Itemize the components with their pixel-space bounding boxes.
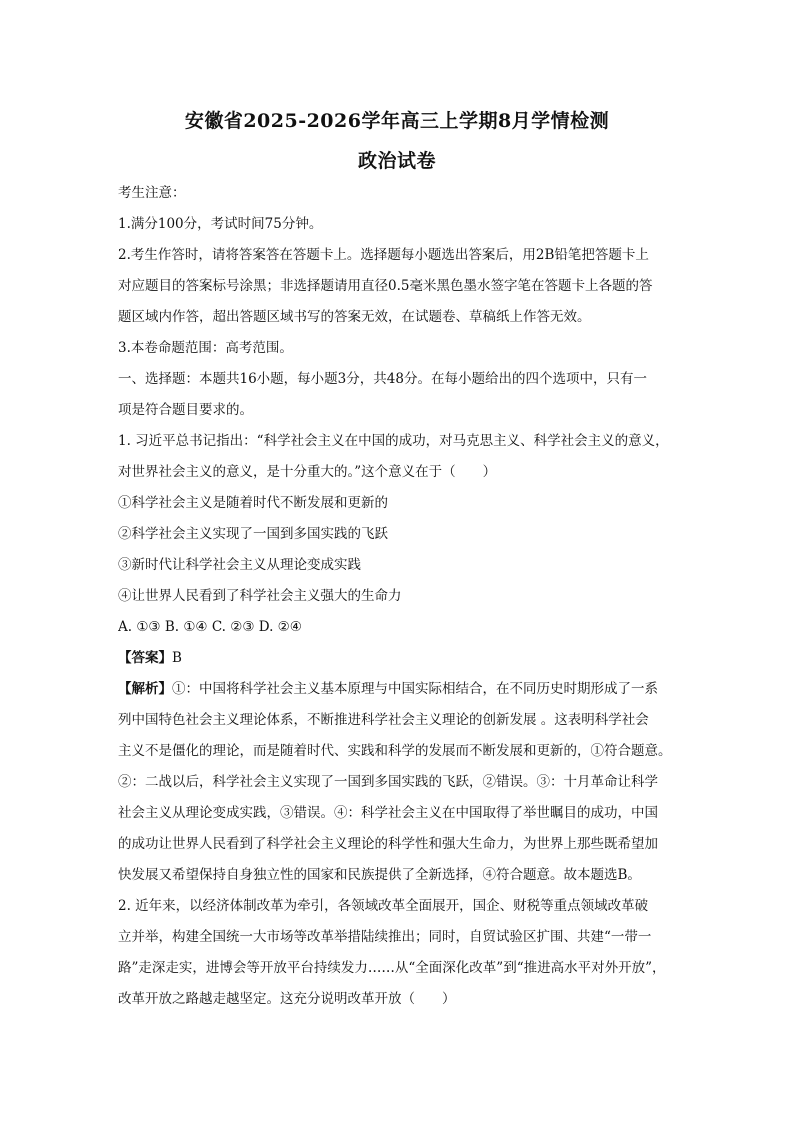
question-1-analysis: 快发展又希望保持自身独立性的国家和民族提供了全新选择，④符合题意。故本题选B。: [118, 867, 641, 883]
question-2-stem: 立并举，构建全国统一大市场等改革举措陆续推出；同时，自贸试验区扩围、共建“一带一: [118, 929, 652, 945]
question-1-analysis: 列中国特色社会主义理论体系，不断推进科学社会主义理论的创新发展 。这表明科学社会: [118, 712, 649, 728]
question-2-stem: 改革开放之路越走越坚定。这充分说明改革开放（ ）: [118, 991, 456, 1007]
question-1-stem: 对世界社会主义的意义，是十分重大的。”这个意义在于（ ）: [118, 464, 497, 480]
notice-item: 对应题目的答案标号涂黑；非选择题请用直径0.5毫米黑色墨水签字笔在答题卡上各题的答: [118, 278, 653, 294]
question-2-stem: 2. 近年来，以经济体制改革为牵引，各领域改革全面展开，国企、财税等重点领域改革破: [118, 898, 649, 914]
question-1-analysis: 社会主义从理论变成实践，③错误。④：科学社会主义在中国取得了举世瞩目的成功，中国: [118, 805, 658, 821]
question-2-stem: 路”走深走实，进博会等开放平台持续发力……从“全面深化改革”到“推进高水平对外开放”，: [118, 960, 666, 976]
analysis-text: ①：中国将科学社会主义基本原理与中国实际相结合，在不同历史时期形成了一系: [172, 681, 658, 697]
section-heading: 项是符合题目要求的。: [118, 402, 253, 418]
question-1-statement: ①科学社会主义是随着时代不断发展和更新的: [118, 495, 388, 511]
exam-subject-title: 政治试卷: [357, 150, 436, 172]
question-1-statement: ④让世界人民看到了科学社会主义强大的生命力: [118, 588, 402, 604]
section-heading: 一、选择题：本题共16小题，每小题3分，共48分。在每小题给出的四个选项中，只有一: [118, 371, 647, 387]
question-1-statement: ②科学社会主义实现了一国到多国实践的飞跃: [118, 526, 388, 542]
question-1-answer: [118, 643, 678, 674]
question-1-statement: ③新时代让科学社会主义从理论变成实践: [118, 557, 361, 573]
question-1-analysis: 主义不是僵化的理论，而是随着时代、实践和科学的发展而不断发展和更新的，①符合题意。: [118, 743, 672, 759]
notice-item: 1.满分100分，考试时间75分钟。: [118, 216, 323, 232]
exam-body: [118, 178, 678, 1015]
notice-item: 题区域内作答，超出答题区域书写的答案无效，在试题卷、草稿纸上作答无效。: [118, 309, 591, 325]
analysis-label: 【解析】: [118, 681, 172, 697]
notice-item: 3.本卷命题范围：高考范围。: [118, 340, 293, 356]
notice-item: 2.考生作答时，请将答案答在答题卡上。选择题每小题选出答案后，用2B铅笔把答题卡上: [118, 247, 649, 263]
exam-title: 安徽省2025-2026学年高三上学期8月学情检测: [184, 110, 610, 132]
question-1-analysis: 的成功让世界人民看到了科学社会主义理论的科学性和强大生命力，为世界上那些既希望加: [118, 836, 658, 852]
question-1-analysis: [118, 674, 678, 705]
notice-heading: 考生注意：: [118, 185, 186, 201]
answer-value: B: [172, 650, 182, 666]
question-1-stem: 1. 习近平总书记指出：“科学社会主义在中国的成功，对马克思主义、科学社会主义的意义，: [118, 433, 669, 449]
answer-label: 【答案】: [118, 650, 172, 666]
question-1-options: A. ①③ B. ①④ C. ②③ D. ②④: [118, 619, 302, 635]
question-1-analysis: ②：二战以后，科学社会主义实现了一国到多国实践的飞跃，②错误。③：十月革命让科学: [118, 774, 658, 790]
